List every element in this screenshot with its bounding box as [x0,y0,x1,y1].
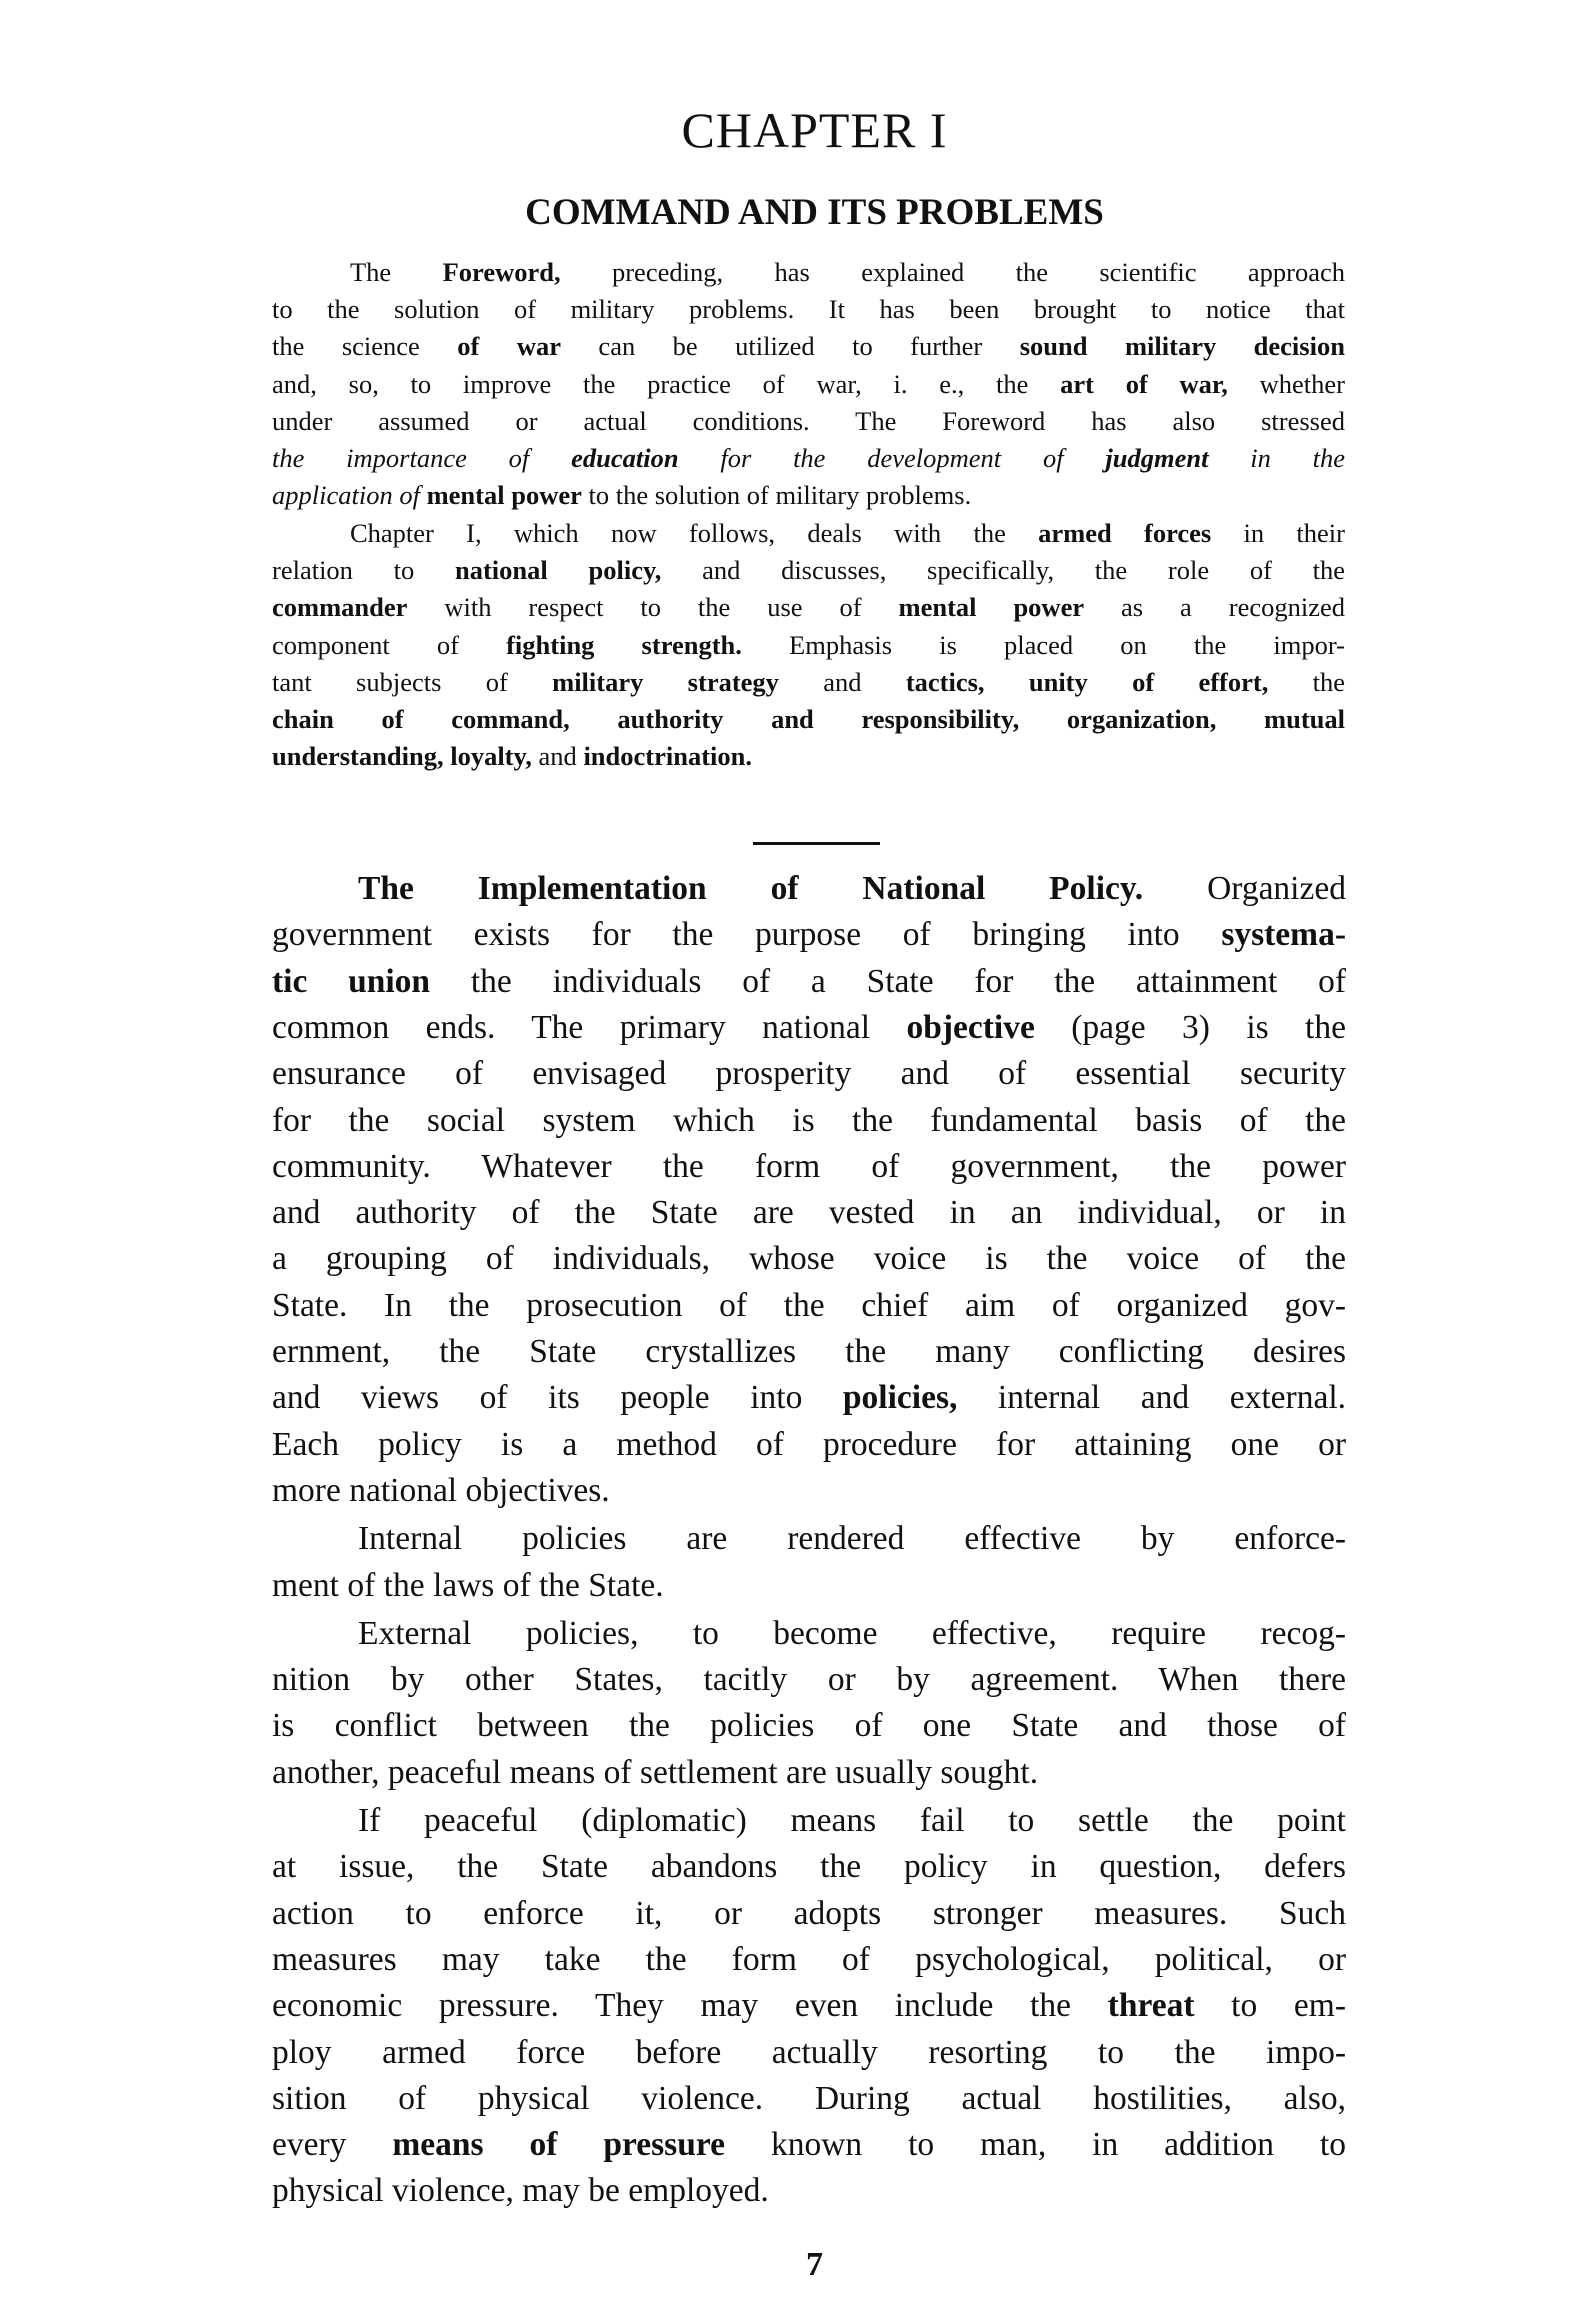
emphasized-text: fighting strength. [506,629,742,660]
body-text: every [272,2126,393,2164]
text-line [272,589,1345,626]
emphasized-text: tic union [272,962,431,1000]
text-line [272,1844,1346,1890]
body-text: economic pressure. They may even include the [272,1987,1108,2025]
emphasized-text: threat [1107,1987,1195,2025]
text-line [272,1703,1346,1749]
text-line [272,1937,1346,1983]
body-text: as a recognized [1084,592,1345,623]
text-line [272,738,1345,775]
chapter-subtitle: COMMAND AND ITS PROBLEMS [525,192,1104,233]
emphasized-text: national policy, [454,555,662,586]
text-line [272,1798,1346,1844]
text-line [272,1563,1346,1609]
body-text: to the solution of military problems. It has been brought to notice that [272,294,1345,325]
body-text: External policies, to become effective, require recog- [358,1614,1346,1652]
body-text: Chapter I, which now follows, deals with the [350,517,1039,548]
emphasized-text: education [571,443,679,473]
body-text: sition of physical violence. During actual hostilities, also, [272,2079,1346,2117]
body-text: common ends. The primary national [272,1008,907,1046]
body-text: to em- [1194,1987,1347,2025]
text-line [272,959,1346,1005]
text-line [272,1144,1346,1190]
text-line [272,366,1345,403]
body-text: the science [272,331,458,362]
emphasized-text: mental power [898,592,1085,623]
chapter-title: CHAPTER I [681,102,948,158]
body-text: for the social system which is the fundamental basis of the [272,1101,1346,1139]
body-text: the [1268,666,1346,697]
body-text: The [350,257,443,287]
emphasized-text: in the [1208,443,1346,473]
emphasized-text: policies, [842,1379,958,1417]
text-line [272,1051,1346,1097]
body-text: component of [272,629,507,660]
body-text: ment of the laws of the State. [272,1566,664,1604]
text-line [272,328,1345,365]
body-text: known to man, in addition to [725,2126,1346,2164]
text-line [272,477,1345,514]
body-text: with respect to the use of [407,592,899,623]
body-text: another, peaceful means of settlement are usually sought. [272,1753,1039,1791]
body-text: If peaceful (diplomatic) means fail to settle the point [358,1802,1346,1839]
text-line [272,2076,1346,2122]
emphasized-text: military strategy [552,666,779,697]
body-text: and views of its people into [272,1379,843,1417]
emphasized-text: tactics, unity of effort, [905,666,1269,697]
body-text: nition by other States, tacitly or by agreement. When there [272,1661,1346,1699]
text-line [272,1236,1346,1282]
text-line [272,2030,1346,2076]
emphasized-text: for the development of [678,443,1106,473]
emphasized-text: application of [272,480,427,511]
body-text: (page 3) is the [1034,1008,1346,1046]
page-number: 7 [806,2246,823,2283]
emphasized-text: objective [906,1008,1035,1046]
body-text: relation to [272,555,455,586]
text-line [272,1098,1346,1144]
emphasized-text: sound military decision [1019,331,1345,362]
body-text: to the solution of military problems. [581,480,972,511]
body-text: at issue, the State abandons the policy in question, defers [272,1848,1346,1886]
text-line [272,2168,1346,2214]
text-line [272,291,1345,328]
text-line [272,254,1345,291]
text-line [272,1611,1346,1657]
text-line [272,1283,1346,1329]
text-line [272,701,1345,738]
body-text: under assumed or actual conditions. The Foreword has also stressed [272,405,1345,436]
body-text: whether [1227,368,1345,399]
body-text: in their [1211,517,1345,548]
body-text: tant subjects of [272,666,553,697]
emphasized-text: understanding, loyalty, [272,741,532,772]
text-line [272,664,1345,701]
text-line [272,912,1346,958]
text-line [272,515,1345,552]
text-line [272,1750,1346,1796]
body-text: Internal policies are rendered effective by enforce- [358,1520,1346,1558]
text-line [272,1005,1346,1051]
text-line [272,1983,1346,2029]
emphasized-text: means of pressure [392,2126,725,2164]
body-text: measures may take the form of psychological, political, or [272,1940,1346,1978]
body-text: preceding, has explained the scientific approach [560,257,1345,287]
body-text: government exists for the purpose of bringing into [272,916,1222,954]
emphasized-text: Foreword, [442,257,561,287]
body-text: community. Whatever the form of government, the power [272,1147,1346,1185]
emphasized-text: chain of command, authority and responsibility, organization, mutual [272,703,1345,734]
body-text: Emphasis is placed on the impor- [741,629,1346,660]
text-line [272,2122,1346,2168]
emphasized-text: The Implementation of National Policy. [358,870,1144,907]
body-text: the individuals of a State for the attainment of [430,962,1346,1000]
body-text: and [778,666,906,697]
emphasized-text: of war [457,331,561,362]
body-text: internal and external. [957,1379,1346,1417]
section-divider-rule [753,842,880,845]
body-text: is conflict between the policies of one State and those of [272,1707,1346,1745]
emphasized-text: judgment [1105,443,1209,473]
emphasized-text: armed forces [1038,517,1212,548]
body-text: and authority of the State are vested in an individual, or in [272,1194,1346,1232]
text-line [272,627,1345,664]
emphasized-text: commander [272,592,408,623]
text-line [272,866,1346,912]
body-text: more national objectives. [272,1471,610,1509]
text-line [272,552,1345,589]
body-text: ensurance of envisaged prosperity and of essential security [272,1055,1346,1093]
body-text: Each policy is a method of procedure for attaining one or [272,1425,1346,1463]
body-text: can be utilized to further [560,331,1020,362]
body-text: ploy armed force before actually resorting to the impo- [272,2033,1346,2071]
body-text: State. In the prosecution of the chief aim of organized gov- [272,1286,1346,1324]
text-line [272,1329,1346,1375]
text-line [272,1516,1346,1562]
body-text: physical violence, may be employed. [272,2172,769,2210]
body-text: action to enforce it, or adopts stronger measures. Such [272,1894,1346,1932]
body-text: and [531,741,584,772]
emphasized-text: art of war, [1060,368,1228,399]
body-text: a grouping of individuals, whose voice is the voice of the [272,1240,1346,1278]
emphasized-text: indoctrination. [583,741,753,772]
text-line [272,1375,1346,1421]
body-text: Organized [1143,870,1346,907]
body-text: and, so, to improve the practice of war, i. e., the [272,368,1061,399]
text-line [272,1468,1346,1514]
emphasized-text: systema- [1221,916,1346,954]
text-line [272,440,1345,477]
text-line [272,1657,1346,1703]
text-line [272,403,1345,440]
body-text: and discusses, specifically, the role of the [661,555,1345,586]
emphasized-text: mental power [426,480,582,511]
emphasized-text: the importance of [272,443,572,473]
text-line [272,1891,1346,1937]
text-line [272,1190,1346,1236]
text-line [272,1422,1346,1468]
body-text: ernment, the State crystallizes the many conflicting desires [272,1333,1346,1370]
